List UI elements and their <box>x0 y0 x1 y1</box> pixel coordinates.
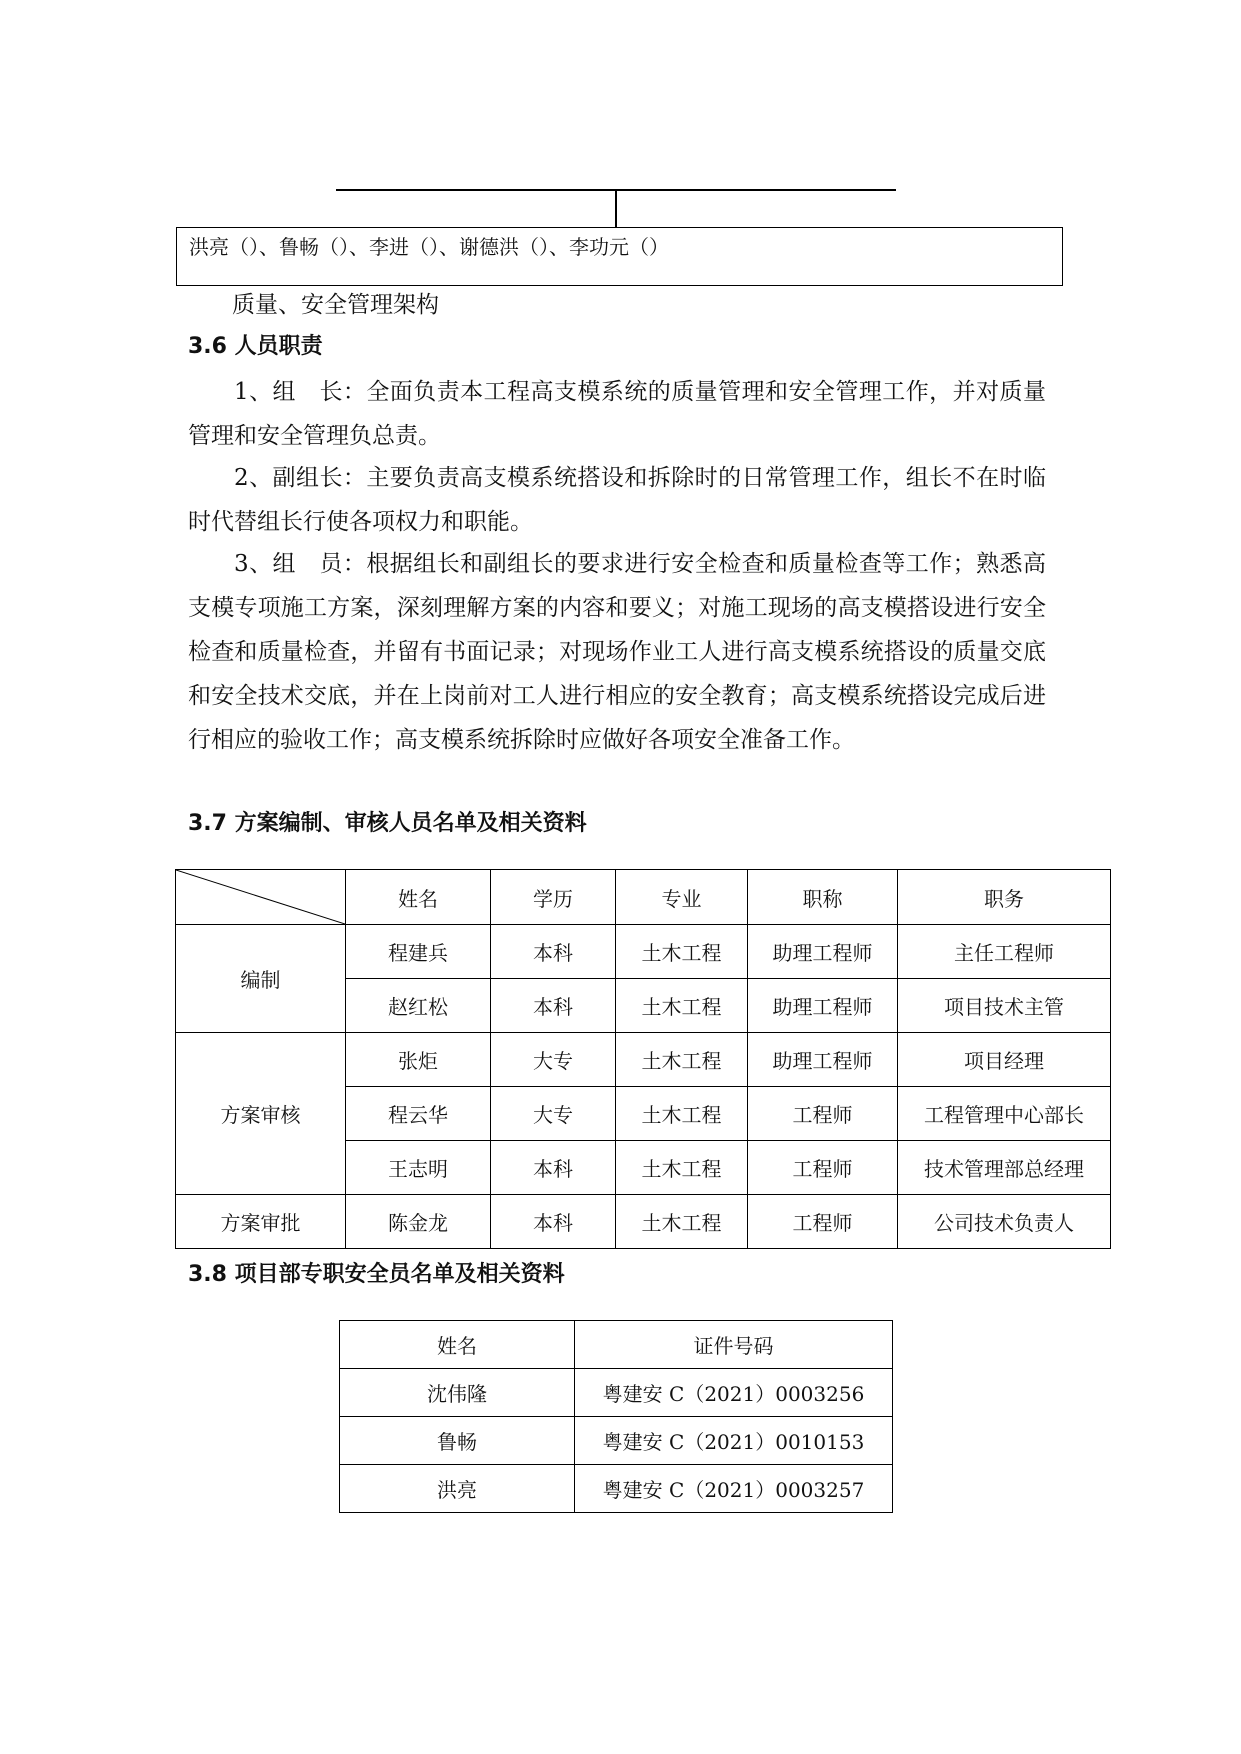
cell-major: 土木工程 <box>616 1033 748 1087</box>
org-chart-members-text: 洪亮（）、鲁畅（）、李进（）、谢德洪（）、李功元（） <box>189 235 669 259</box>
group-label-review: 方案审核 <box>176 1033 346 1195</box>
cell-education: 本科 <box>491 1195 616 1249</box>
table-corner-cell <box>176 870 346 925</box>
cell-name: 程云华 <box>346 1087 491 1141</box>
cell-title: 工程师 <box>748 1141 898 1195</box>
safety-officer-table <box>339 1320 893 1513</box>
cell-name: 张炬 <box>346 1033 491 1087</box>
duty-item-leader: 1、组 长：全面负责本工程高支模系统的质量管理和安全管理工作，并对质量管理和安全管理负总责。 <box>188 379 1046 449</box>
section-3-6-heading: 3.6 人员职责 <box>188 334 323 359</box>
table-row <box>340 1417 893 1465</box>
group-label-compile: 编制 <box>176 925 346 1033</box>
cell-major: 土木工程 <box>616 1141 748 1195</box>
cell-position: 主任工程师 <box>898 925 1111 979</box>
cell-position: 项目经理 <box>898 1033 1111 1087</box>
org-chart-caption: 质量、安全管理架构 <box>232 292 439 318</box>
cell-major: 土木工程 <box>616 1195 748 1249</box>
plan-staff-table <box>175 869 1111 1249</box>
header-title: 职称 <box>748 870 898 925</box>
table-row <box>176 1033 1111 1087</box>
cell-education: 本科 <box>491 925 616 979</box>
header-education: 学历 <box>491 870 616 925</box>
cell-certificate-number: 粤建安 C（2021）0003256 <box>575 1369 893 1417</box>
cell-position: 项目技术主管 <box>898 979 1111 1033</box>
cell-title: 工程师 <box>748 1195 898 1249</box>
cell-name: 陈金龙 <box>346 1195 491 1249</box>
cell-major: 土木工程 <box>616 925 748 979</box>
duty-item-member: 3、组 员：根据组长和副组长的要求进行安全检查和质量检查等工作；熟悉高支模专项施工方案，深刻理解方案的内容和要义；对施工现场的高支模搭设进行安全检查和质量检查，并留有书面记录；对现场作业工人进行高支模系统搭设的质量交底和安全技术交底，并在上岗前对工人进行相应的安全教育；高支模系统搭设完成后进行相应的验收工作；高支模系统拆除时应做好各项安全准备工作。 <box>188 551 1046 753</box>
header-name: 姓名 <box>340 1321 575 1369</box>
org-chart-connector-vertical <box>615 190 617 227</box>
header-position: 职务 <box>898 870 1111 925</box>
cell-name: 鲁畅 <box>340 1417 575 1465</box>
diagonal-line <box>176 870 345 924</box>
header-major: 专业 <box>616 870 748 925</box>
section-3-7-heading: 3.7 方案编制、审核人员名单及相关资料 <box>188 811 587 836</box>
table-row <box>176 925 1111 979</box>
cell-major: 土木工程 <box>616 1087 748 1141</box>
cell-major: 土木工程 <box>616 979 748 1033</box>
cell-certificate-number: 粤建安 C（2021）0010153 <box>575 1417 893 1465</box>
cell-title: 助理工程师 <box>748 1033 898 1087</box>
cell-title: 工程师 <box>748 1087 898 1141</box>
cell-education: 本科 <box>491 979 616 1033</box>
org-chart-members-box <box>176 227 1063 286</box>
cell-position: 工程管理中心部长 <box>898 1087 1111 1141</box>
header-name: 姓名 <box>346 870 491 925</box>
cell-position: 公司技术负责人 <box>898 1195 1111 1249</box>
cell-education: 大专 <box>491 1087 616 1141</box>
cell-name: 赵红松 <box>346 979 491 1033</box>
cell-title: 助理工程师 <box>748 925 898 979</box>
section-3-8-heading: 3.8 项目部专职安全员名单及相关资料 <box>188 1262 565 1287</box>
group-label-approve: 方案审批 <box>176 1195 346 1249</box>
duty-item-deputy-leader: 2、副组长：主要负责高支模系统搭设和拆除时的日常管理工作，组长不在时临时代替组长行使各项权力和职能。 <box>188 465 1046 535</box>
cell-position: 技术管理部总经理 <box>898 1141 1111 1195</box>
cell-name: 洪亮 <box>340 1465 575 1513</box>
cell-education: 本科 <box>491 1141 616 1195</box>
cell-name: 沈伟隆 <box>340 1369 575 1417</box>
table-row <box>340 1369 893 1417</box>
table-row <box>340 1465 893 1513</box>
header-certificate-number: 证件号码 <box>575 1321 893 1369</box>
table-row <box>176 1195 1111 1249</box>
cell-certificate-number: 粤建安 C（2021）0003257 <box>575 1465 893 1513</box>
cell-name: 王志明 <box>346 1141 491 1195</box>
cell-name: 程建兵 <box>346 925 491 979</box>
cell-education: 大专 <box>491 1033 616 1087</box>
cell-title: 助理工程师 <box>748 979 898 1033</box>
